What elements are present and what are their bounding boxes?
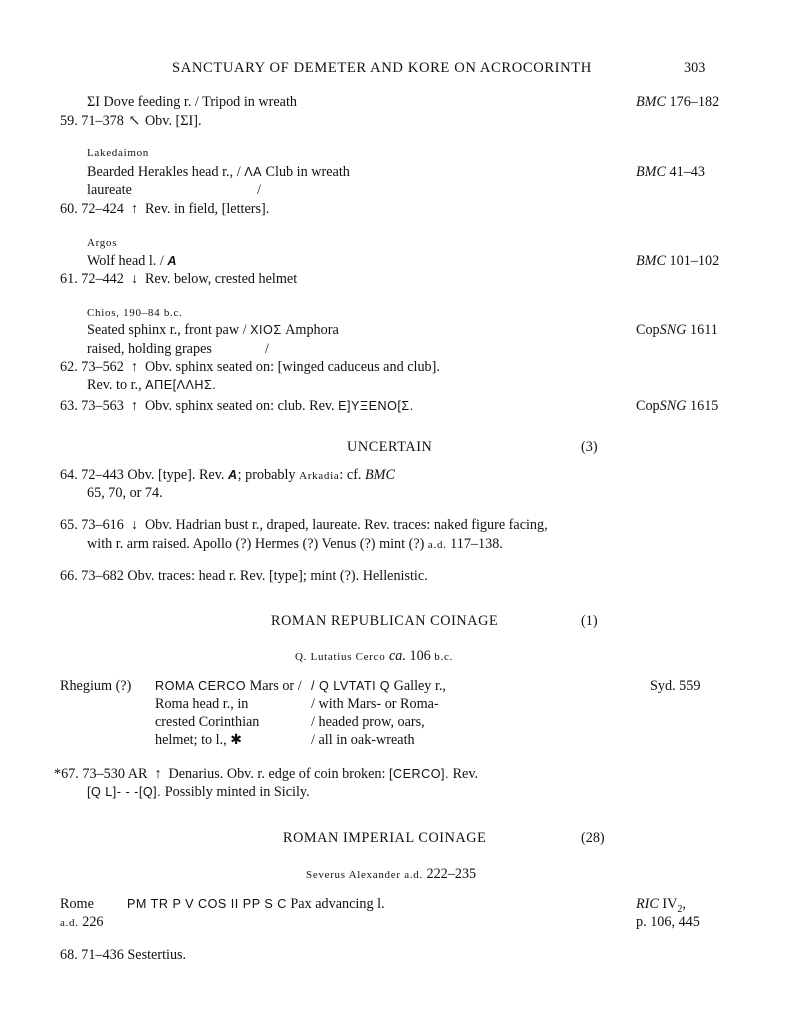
inventory-number: 73–530 AR (82, 766, 148, 782)
emperor-heading (306, 865, 476, 884)
emperor-name: Severus Alexander (306, 869, 401, 881)
entry-text: 117–138. (450, 536, 503, 552)
entry-number: 63. (60, 398, 78, 414)
year: 226 (82, 914, 104, 930)
region: Arkadia (299, 470, 340, 482)
coin-description (127, 895, 385, 913)
entry-number: 64. (60, 467, 78, 483)
mint-name: Rome (60, 896, 94, 912)
entry-text: Denarius. Obv. r. edge of coin broken: (168, 766, 386, 782)
die-axis-arrow-icon: ↑ (130, 201, 138, 217)
catalog-reference (636, 321, 718, 339)
ref-subscript: 2 (677, 903, 683, 915)
entry-number: 65. (60, 517, 78, 533)
inventory-number: 73–616 (81, 517, 124, 533)
ref-bmc: BMC (636, 253, 666, 269)
ref-volume: IV (662, 896, 678, 912)
entry-59 (60, 112, 202, 130)
obverse-line-2: Roma head r., in (155, 696, 249, 712)
ref-bmc: BMC (636, 94, 666, 110)
reverse-line-3: / headed prow, oars, (311, 714, 425, 730)
die-axis-arrow-icon: ↓ (130, 517, 138, 533)
coin-description (87, 321, 339, 339)
entry-63 (60, 397, 414, 415)
ref-sng: SNG (659, 398, 687, 414)
catalog-reference (636, 252, 719, 270)
entry-65 (60, 516, 548, 534)
entry-text: Possibly minted in Sicily. (164, 784, 310, 800)
entry-text: Sestertius. (127, 947, 187, 963)
era: a.d. (427, 539, 447, 551)
legend: ΧΙΟΣ (250, 323, 282, 337)
section-title-uncertain: UNCERTAIN (347, 439, 433, 455)
reverse-desc: Club in wreath (265, 164, 350, 180)
separator-slash: / (265, 341, 269, 357)
entry-67-cont (87, 783, 310, 801)
region-heading-chios (87, 303, 183, 322)
catalog-reference-pages: p. 106, 445 (636, 914, 700, 930)
entry-61 (60, 270, 297, 288)
monogram: Α (228, 468, 238, 482)
entry-text: Rev. below, crested helmet (144, 271, 298, 287)
entry-65-cont (87, 535, 503, 554)
legend: [Q L]- - -[Q]. (87, 785, 162, 799)
reverse-desc: Galley r., (393, 678, 446, 694)
circa: ca. (388, 648, 406, 664)
ref-ric: RIC (636, 896, 659, 912)
entry-67 (54, 765, 478, 783)
die-axis-arrow-icon: ↑ (130, 398, 138, 414)
inventory-number: 72–443 (81, 467, 124, 483)
ref-bmc: BMC (365, 467, 395, 483)
section-count: (3) (581, 439, 598, 455)
separator-slash: / (257, 182, 261, 198)
entry-number: 66. (60, 568, 78, 584)
legend: Ε]ΥΞΕΝΟ[Σ. (338, 399, 414, 413)
entry-number: 61. (60, 271, 78, 287)
reverse-line-2: / with Mars- or Roma- (311, 696, 439, 712)
inventory-number: 73–563 (81, 398, 124, 414)
inventory-number: 71–378 (81, 113, 124, 129)
catalog-reference (636, 397, 718, 415)
region-name: Chios, 190–84 (87, 307, 161, 319)
reverse-line-1 (311, 677, 446, 695)
coin-description-cont: laureate (87, 182, 132, 198)
entry-text: Obv. traces: head r. Rev. [type]; mint (?). Hellenistic. (127, 568, 428, 584)
entry-number: 59. (60, 113, 78, 129)
entry-text: Obv. sphinx seated on: club. Rev. (144, 398, 335, 414)
section-count: (28) (581, 830, 605, 846)
entry-number: *67. (54, 766, 79, 782)
die-axis-arrow-icon: ↓ (130, 271, 138, 287)
inventory-number: 72–424 (81, 201, 124, 217)
section-title-imperial: ROMAN IMPERIAL COINAGE (283, 830, 487, 846)
legend: Q (379, 679, 391, 693)
ref-range: 101–102 (669, 253, 720, 269)
year: 106 (409, 648, 431, 664)
inventory-number: 73–682 (81, 568, 124, 584)
moneyer-heading (295, 647, 453, 666)
obverse-desc: Seated sphinx r., front paw / (87, 322, 247, 338)
coin-description (87, 163, 350, 181)
entry-68 (60, 946, 186, 964)
coin-description: ΣΙ Dove feeding r. / Tripod in wreath (87, 94, 298, 110)
die-axis-arrow-icon: ↑ (154, 766, 162, 782)
era: a.d. (404, 869, 423, 881)
era: b.c. (434, 651, 453, 663)
entry-62 (60, 358, 440, 376)
ref-prefix: Cop (636, 398, 660, 414)
entry-number: 60. (60, 201, 78, 217)
legend: ΛΑ (244, 165, 262, 179)
legend: PM TR P V COS II PP S C (127, 897, 287, 911)
ref-comma: , (682, 896, 686, 912)
entry-text: with r. arm raised. Apollo (?) Hermes (?) Venus (?) mint (?) (87, 536, 425, 552)
entry-62-cont (87, 376, 216, 394)
coin-description-cont: raised, holding grapes (87, 341, 212, 357)
legend: ΑΠΕ[ΛΛΗΣ. (145, 378, 217, 392)
entry-text: Obv. [ΣΙ]. (144, 113, 202, 129)
reverse-desc: Amphora (285, 322, 339, 338)
entry-60 (60, 200, 269, 218)
entry-64 (60, 466, 395, 485)
die-axis-arrow-icon: ↑ (130, 359, 138, 375)
legend: / Q LVTATI (311, 679, 377, 693)
entry-text: Rev. in field, [letters]. (144, 201, 270, 217)
inventory-number: 71–436 (81, 947, 124, 963)
obverse-desc: Bearded Herakles head r., / (87, 164, 241, 180)
entry-text: ; probably (237, 467, 296, 483)
page-number: 303 (684, 60, 706, 76)
entry-text: Rev. (452, 766, 479, 782)
ref-range: 176–182 (669, 94, 720, 110)
region-heading-argos: Argos (87, 237, 118, 249)
catalog-reference: Syd. 559 (650, 678, 701, 694)
ref-sng: SNG (659, 322, 687, 338)
inventory-number: 72–442 (81, 271, 124, 287)
die-axis-arrow-icon: ↖ (128, 113, 141, 129)
mint-name: Rhegium (?) (60, 678, 132, 694)
legend: [CERCO]. (389, 767, 450, 781)
era: a.d. (60, 917, 79, 929)
obverse-line-1 (155, 677, 302, 695)
entry-text: Obv. [type]. Rev. (127, 467, 225, 483)
running-title: SANCTUARY OF DEMETER AND KORE ON ACROCORINTH (172, 60, 592, 76)
region-heading-lakedaimon: Lakedaimon (87, 147, 149, 159)
entry-text: Obv. Hadrian bust r., draped, laureate. Rev. traces: naked figure facing, (144, 517, 548, 533)
inventory-number: 73–562 (81, 359, 124, 375)
ref-bmc: BMC (636, 164, 666, 180)
obverse-line-3: crested Corinthian (155, 714, 260, 730)
ref-number: 1615 (690, 398, 719, 414)
catalog-reference (636, 93, 719, 111)
obverse-line-4: helmet; to l., ✱ (155, 732, 243, 748)
ref-range: 41–43 (669, 164, 705, 180)
entry-66 (60, 567, 428, 585)
reign-years: 222–235 (426, 866, 477, 882)
legend: ROMA CERCO (155, 679, 247, 693)
issue-date (60, 913, 104, 932)
coin-description (87, 252, 177, 270)
monogram: Α (167, 254, 178, 268)
entry-text: Rev. to r., (87, 377, 142, 393)
obverse-desc: Wolf head l. / (87, 253, 164, 269)
section-title-republican: ROMAN REPUBLICAN COINAGE (271, 613, 499, 629)
era: b.c. (163, 307, 183, 319)
reverse-line-4: / all in oak-wreath (311, 732, 415, 748)
entry-text: : cf. (339, 467, 362, 483)
section-count: (1) (581, 613, 598, 629)
ref-prefix: Cop (636, 322, 660, 338)
obverse-desc: Mars or / (249, 678, 302, 694)
catalog-reference (636, 163, 705, 181)
reverse-desc: Pax advancing l. (290, 896, 385, 912)
moneyer-name: Q. Lutatius Cerco (295, 651, 386, 663)
entry-number: 62. (60, 359, 78, 375)
ref-number: 1611 (690, 322, 718, 338)
entry-number: 68. (60, 947, 78, 963)
entry-text: Obv. sphinx seated on: [winged caduceus and club]. (144, 359, 440, 375)
entry-64-cont: 65, 70, or 74. (87, 485, 163, 501)
